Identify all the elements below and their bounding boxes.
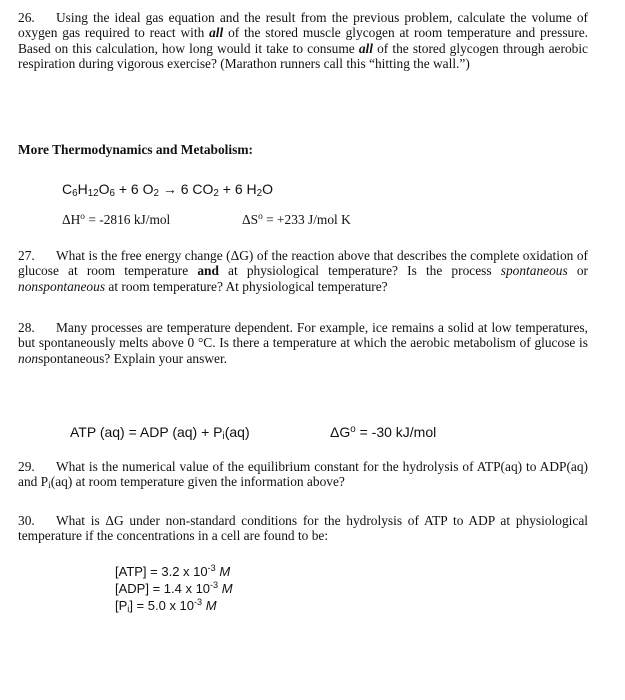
exponent: -3 [207, 563, 216, 573]
pi-sub: i [222, 431, 225, 442]
question-26-text-3: of the stored glycogen through aerobic respiration during vigorous exercise? (Marathon runners call this “hitting the wall.”) [18, 40, 589, 72]
emphasis-and: and [197, 263, 219, 279]
emphasis-nonspontaneous: nonspontaneous [18, 278, 106, 294]
exponent: -3 [194, 597, 203, 607]
emphasis-all-2: all [358, 40, 373, 56]
question-27-text-4: at room temperature? At physiological temperature? [105, 278, 388, 294]
delta-h-value: = -2816 kJ/mol [84, 212, 171, 227]
question-30 [18, 513, 588, 544]
atp-equation-text: ATP (aq) = ADP (aq) + P [70, 424, 223, 440]
eq-o-end: O [262, 181, 273, 197]
question-29 [18, 459, 588, 490]
adp-label: [ADP] = 1.4 x 10 [115, 581, 211, 596]
glucose-oxidation-equation [62, 181, 273, 197]
question-28-number: 28. [18, 320, 35, 335]
unit: M [205, 598, 217, 613]
question-28 [18, 320, 588, 366]
question-29-text-2: (aq) at room temperature given the information above? [50, 474, 345, 490]
pi-sub: i [127, 604, 130, 614]
question-26-number: 26. [18, 10, 35, 25]
eq-o: O [98, 181, 110, 197]
delta-s-label: ΔS [242, 212, 259, 227]
question-28-text-2: spontaneous? Explain your answer. [38, 350, 228, 366]
reaction-arrow-icon: → [158, 181, 181, 197]
gibbs-value [330, 424, 436, 440]
pi-sub: i [48, 481, 51, 492]
question-27-text: What is the free energy change (ΔG) of the reaction above that describes the complete oxidation of glucose at room temperature [18, 248, 588, 279]
question-27-number: 27. [18, 248, 35, 263]
eq-sub: 2 [256, 188, 263, 199]
atp-equation-end: (aq) [224, 424, 250, 440]
atp-concentration [115, 564, 230, 579]
question-30-number: 30. [18, 513, 35, 528]
eq-o2: + 6 O [114, 181, 154, 197]
standard-sup: o [80, 212, 85, 222]
question-26 [18, 10, 588, 72]
question-27-text-2: at physiological temperature? Is the process [218, 263, 501, 279]
question-27 [18, 248, 588, 294]
emphasis-non: non [18, 350, 39, 366]
emphasis-all: all [209, 25, 224, 41]
question-29-number: 29. [18, 459, 35, 474]
eq-h2o: + 6 H [218, 181, 257, 197]
question-29-text: What is the numerical value of the equilibrium constant for the hydrolysis of ATP(aq) to ADP(aq) and P [18, 459, 588, 490]
question-28-text: Many processes are temperature dependent. For example, ice remains a solid at low temperatures, but spontaneously melts above 0 °C. Is there a temperature at which the aerobic metabolism of glucose is [18, 320, 588, 351]
delta-g-label: ΔG [330, 424, 351, 440]
unit: M [219, 564, 231, 579]
delta-h-label: ΔH [62, 212, 81, 227]
atp-hydrolysis-equation [70, 424, 250, 440]
atp-label: [ATP] = 3.2 x 10 [115, 564, 208, 579]
question-26-text: Using the ideal gas equation and the result from the previous problem, calculate the volume of oxygen gas required to react with [18, 10, 588, 41]
entropy-value [242, 212, 351, 228]
pi-concentration [115, 598, 217, 613]
section-title: More Thermodynamics and Metabolism: [18, 142, 253, 157]
enthalpy-value [62, 212, 170, 228]
exponent: -3 [210, 580, 219, 590]
unit: M [221, 581, 233, 596]
question-27-text-3: or [567, 263, 588, 279]
eq-sub: 2 [153, 188, 159, 199]
delta-g-value: = -30 kJ/mol [355, 424, 437, 440]
emphasis-spontaneous: spontaneous [500, 263, 568, 279]
standard-sup: o [258, 212, 263, 222]
eq-sub: 6 [109, 188, 115, 199]
question-26-text-2: of the stored muscle glycogen at room temperature and pressure. Based on this calculation, how long would it take to consume [18, 25, 588, 56]
pi-label-start: [P [115, 598, 128, 613]
standard-sup: o [350, 424, 356, 435]
delta-s-value: = +233 J/mol K [262, 212, 351, 227]
eq-sub: 6 [72, 188, 78, 199]
adp-concentration [115, 581, 233, 596]
eq-h: H [77, 181, 88, 197]
pi-label: ] = 5.0 x 10 [129, 598, 195, 613]
eq-sub: 2 [213, 188, 219, 199]
eq-c: C [62, 181, 73, 197]
question-30-text: What is ΔG under non-standard conditions for the hydrolysis of ATP to ADP at physiological temperature if the concentrations in a cell are found to be: [18, 513, 588, 544]
eq-co2: 6 CO [180, 181, 214, 197]
eq-sub: 12 [87, 188, 99, 199]
